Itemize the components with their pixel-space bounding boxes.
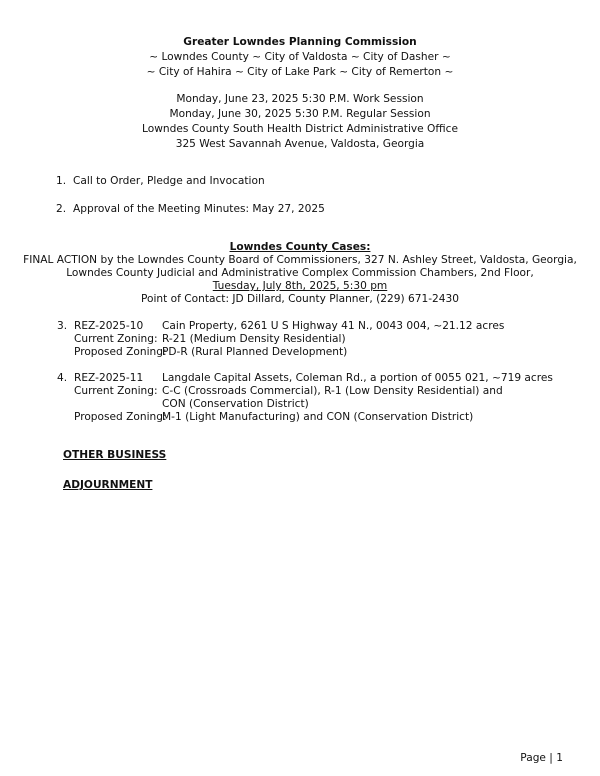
final-action-date: Tuesday, July 8th, 2025, 5:30 pm [212,280,388,292]
agenda-item-1-text: Call to Order, Pledge and Invocation [73,175,265,187]
case-4-description: Langdale Capital Assets, Coleman Rd., a portion of 0055 021, ~719 acres [162,372,553,384]
meeting-address: 325 West Savannah Avenue, Valdosta, Georgia [175,138,425,150]
case-4-current-zoning-value: C-C (Crossroads Commercial), R-1 (Low Density Residential) and [162,385,503,397]
regular-session-date: Monday, June 30, 2025 5:30 P.M. Regular Session [169,108,431,120]
case-4-current-zoning-value-2: CON (Conservation District) [162,398,309,410]
case-4-proposed-zoning-label: Proposed Zoning: [74,411,167,423]
work-session-date: Monday, June 23, 2025 5:30 P.M. Work Session [176,93,424,105]
county-cases-heading: Lowndes County Cases: [229,241,371,253]
adjournment-heading: ADJOURNMENT [63,479,153,491]
case-4-id: REZ-2025-11 [74,372,144,384]
case-4-number: 4. [57,372,68,384]
case-3-current-zoning-label: Current Zoning: [74,333,158,345]
case-3-current-zoning-value: R-21 (Medium Density Residential) [162,333,346,345]
header-cities-line-1: ~ Lowndes County ~ City of Valdosta ~ City of Dasher ~ [149,51,451,63]
final-action-line-2: Lowndes County Judicial and Administrative Complex Commission Chambers, 2nd Floor, [66,267,534,279]
case-3-description: Cain Property, 6261 U S Highway 41 N., 0043 004, ~21.12 acres [162,320,505,332]
case-3-proposed-zoning-value: PD-R (Rural Planned Development) [162,346,348,358]
meeting-location: Lowndes County South Health District Administrative Office [142,123,458,135]
other-business-heading: OTHER BUSINESS [63,449,167,461]
agenda-item-1-number: 1. [56,175,67,187]
commission-title: Greater Lowndes Planning Commission [183,36,417,48]
case-3-number: 3. [57,320,68,332]
case-4-proposed-zoning-value: M-1 (Light Manufacturing) and CON (Conservation District) [162,411,474,423]
point-of-contact: Point of Contact: JD Dillard, County Planner, (229) 671-2430 [141,293,459,305]
agenda-item-2-number: 2. [56,203,67,215]
case-3-id: REZ-2025-10 [74,320,144,332]
header-cities-line-2: ~ City of Hahira ~ City of Lake Park ~ City of Remerton ~ [146,66,454,78]
case-4-current-zoning-label: Current Zoning: [74,385,158,397]
final-action-line-1: FINAL ACTION by the Lowndes County Board of Commissioners, 327 N. Ashley Street, Valdosta, Georgia, [23,254,577,266]
agenda-item-2-text: Approval of the Meeting Minutes: May 27, 2025 [73,203,325,215]
case-3-proposed-zoning-label: Proposed Zoning: [74,346,167,358]
page-number: Page | 1 [520,752,563,764]
